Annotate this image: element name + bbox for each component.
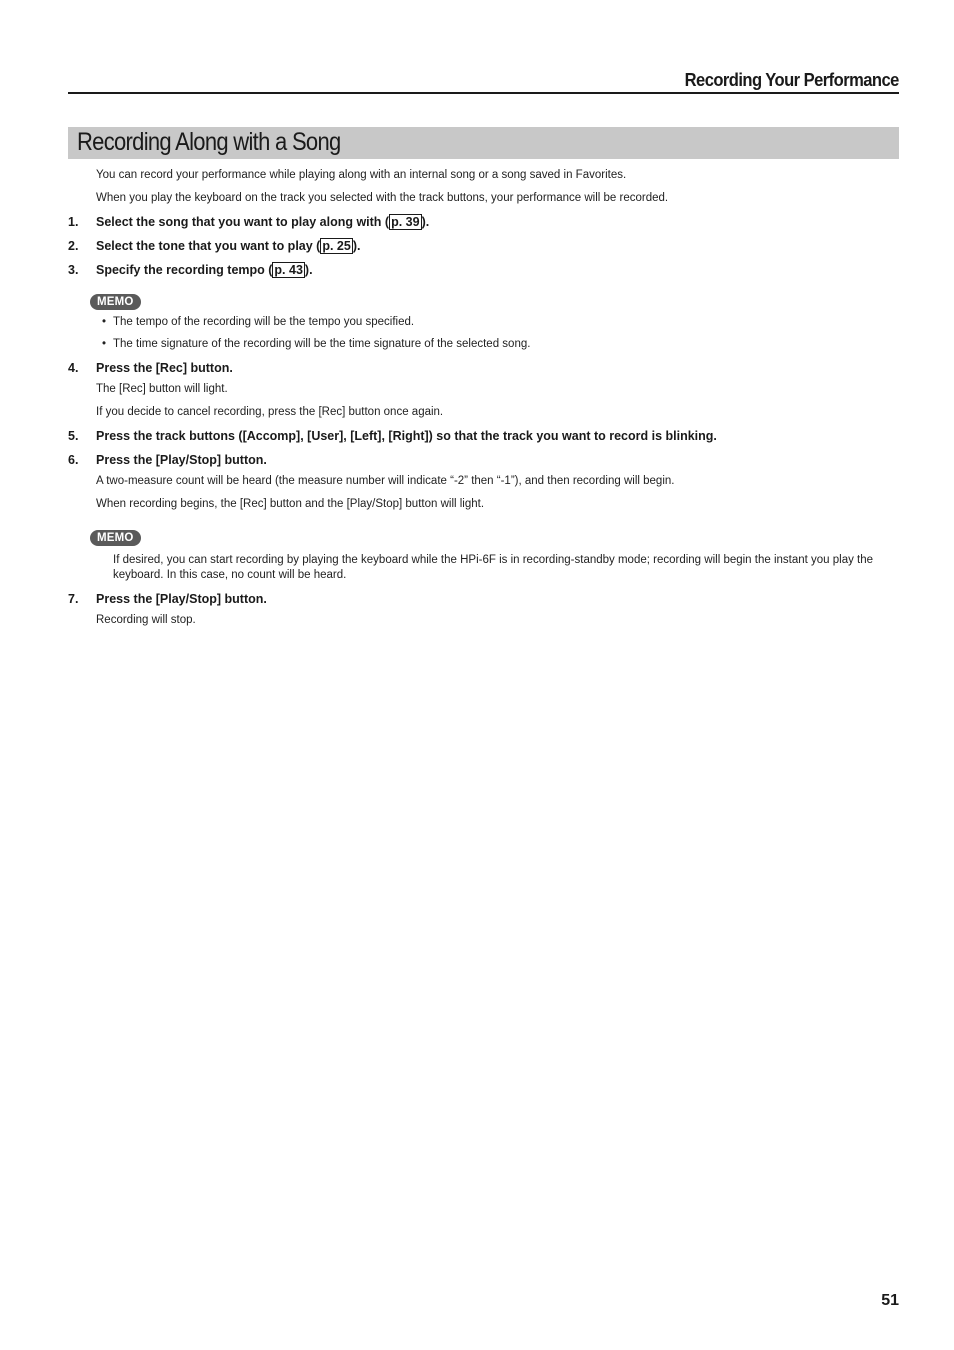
step-number: 1. [68,215,79,229]
step-note: When recording begins, the [Rec] button and the [Play/Stop] button will light. [96,498,485,510]
step-number: 5. [68,429,79,443]
page-reference-link[interactable]: p. 43 [274,263,303,277]
memo-badge: MEMO [90,530,141,546]
step-2 [68,238,899,254]
memo-text: If desired, you can start recording by playing the keyboard while the HPi-6F is in recording-standby mode; recording will begin the instant you play the keyboard. In this case, no count will be heard. [113,554,874,581]
step-text-post: ). [421,215,430,229]
step-text [96,214,429,230]
section-title: Recording Along with a Song [77,128,341,156]
step-note: A two-measure count will be heard (the measure number will indicate “-2” then “-1”), and then recording will begin. [96,475,675,487]
step-text: Press the [Play/Stop] button. [96,592,267,606]
page-reference-link[interactable]: p. 39 [391,215,420,229]
page-number: 51 [881,1292,899,1309]
step-6 [68,452,899,468]
step-text [96,238,360,254]
step-number: 2. [68,239,79,253]
step-number: 7. [68,592,79,606]
step-note: The [Rec] button will light. [96,383,228,395]
running-header-title: Recording Your Performance [684,70,899,90]
step-text [96,262,313,278]
step-text-post: ). [352,239,361,253]
step-4 [68,360,899,376]
step-text: Press the [Rec] button. [96,361,233,375]
section-banner [68,127,899,159]
intro-paragraph: When you play the keyboard on the track you selected with the track buttons, your performance will be recorded. [96,192,669,204]
step-note: Recording will stop. [96,614,196,626]
page-content [68,168,899,636]
step-3 [68,262,899,278]
step-1 [68,214,899,230]
step-text-pre: Specify the recording tempo ( [96,263,273,277]
step-number: 3. [68,263,79,277]
memo-item: • The tempo of the recording will be the tempo you specified. [102,315,899,330]
step-number: 4. [68,361,79,375]
step-note: If you decide to cancel recording, press the [Rec] button once again. [96,406,444,418]
step-text-post: ). [304,263,313,277]
step-text: Press the track buttons ([Accomp], [User], [Left], [Right]) so that the track you want to record is blinking. [96,429,717,443]
intro-paragraph: You can record your performance while playing along with an internal song or a song saved in Favorites. [96,169,627,181]
step-text: Press the [Play/Stop] button. [96,453,267,467]
step-5 [68,428,899,444]
page-reference-link[interactable]: p. 25 [322,239,351,253]
memo-badge: MEMO [90,294,141,310]
step-7 [68,591,899,607]
step-text-pre: Select the song that you want to play along with ( [96,215,390,229]
memo-list [102,315,899,352]
step-number: 6. [68,453,79,467]
header-rule [68,92,899,94]
step-text-pre: Select the tone that you want to play ( [96,239,321,253]
memo-item: • The time signature of the recording will be the time signature of the selected song. [102,337,899,352]
